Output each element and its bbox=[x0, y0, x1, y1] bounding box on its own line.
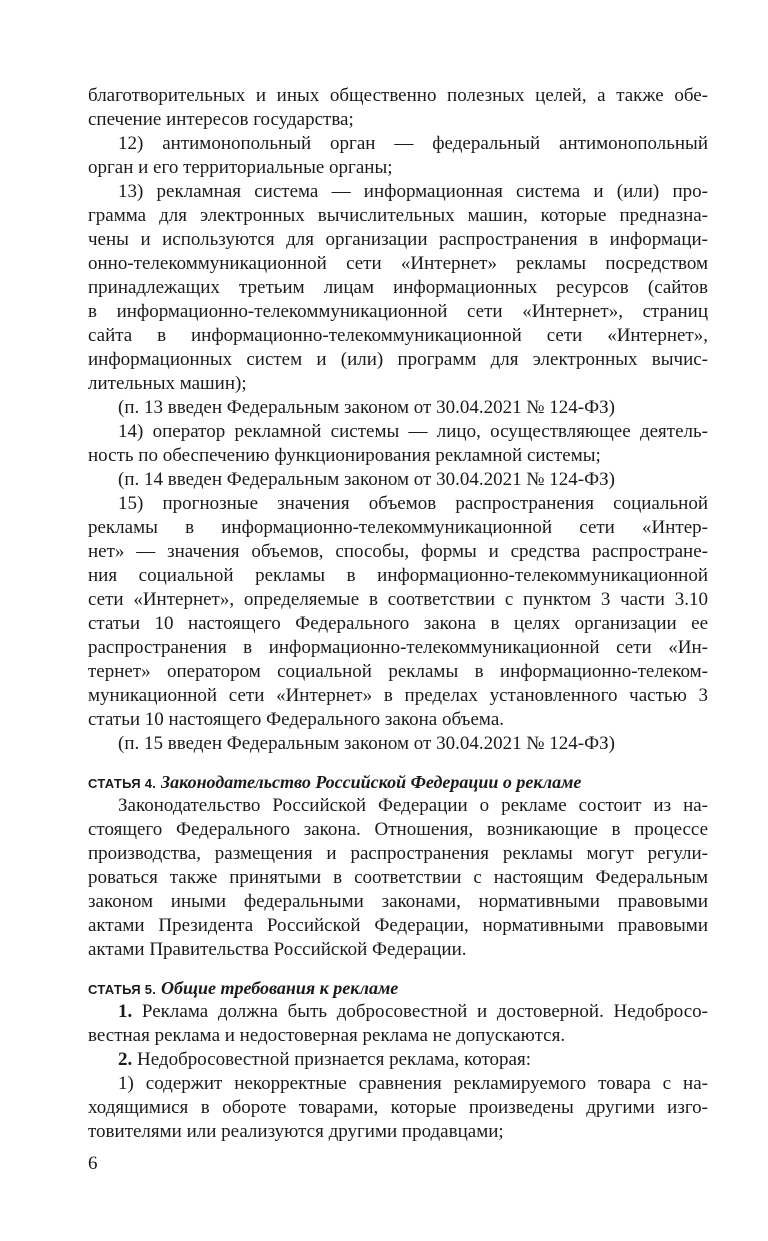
text-line: вестная реклама и недостоверная реклама не допускаются. bbox=[88, 1025, 566, 1046]
text-line: онно-телекоммуникационной сети «Интернет» рекламы посредством bbox=[88, 253, 708, 274]
text-line: грамма для электронных вычислительных машин, которые предназна- bbox=[88, 205, 708, 226]
item-text: Реклама должна быть добросовестной и достоверной. Недобросо- bbox=[132, 1001, 708, 1022]
text-line: 12) антимонопольный орган — федеральный антимонопольный bbox=[118, 133, 708, 154]
text-line: рекламы в информационно-телекоммуникационной сети «Интер- bbox=[88, 517, 708, 538]
text-line: спечение интересов государства; bbox=[88, 109, 354, 130]
text-line: Законодательство Российской Федерации о рекламе состоит из на- bbox=[118, 795, 708, 816]
text-line: 15) прогнозные значения объемов распространения социальной bbox=[118, 493, 708, 514]
amendment-note: (п. 15 введен Федеральным законом от 30.04.2021 № 124-ФЗ) bbox=[118, 733, 615, 754]
article-title: Общие требования к рекламе bbox=[160, 978, 399, 998]
text-line: муникационной сети «Интернет» в пределах установленного частью 3 bbox=[88, 685, 708, 706]
text-line: тернет» оператором социальной рекламы в информационно-телеком- bbox=[88, 661, 708, 682]
text-line: сайта в информационно-телекоммуникационной сети «Интернет», bbox=[88, 325, 708, 346]
text-line: ния социальной рекламы в информационно-телекоммуникационной bbox=[88, 565, 708, 586]
text-line: чены и используются для организации распространения в информаци- bbox=[88, 229, 708, 250]
item-number: 2. bbox=[118, 1049, 133, 1070]
text-line: сети «Интернет», определяемые в соответствии с пунктом 3 части 3.10 bbox=[88, 589, 708, 610]
page-body bbox=[88, 84, 708, 1144]
amendment-note: (п. 13 введен Федеральным законом от 30.04.2021 № 124-ФЗ) bbox=[118, 397, 615, 418]
text-line: производства, размещения и распространения рекламы могут регули- bbox=[88, 843, 708, 864]
text-line: орган и его территориальные органы; bbox=[88, 157, 393, 178]
text-line: лительных машин); bbox=[88, 373, 247, 394]
text-line: 14) оператор рекламной системы — лицо, осуществляющее деятель- bbox=[118, 421, 708, 442]
text-line: законом иными федеральными законами, нормативными правовыми bbox=[88, 891, 708, 912]
article-label: СТАТЬЯ 5. bbox=[88, 982, 157, 997]
text-line: статьи 10 настоящего Федерального закона объема. bbox=[88, 709, 505, 730]
text-line: информационных систем и (или) программ для электронных вычис- bbox=[88, 349, 708, 370]
article-title: Законодательство Российской Федерации о рекламе bbox=[160, 772, 582, 792]
item-number: 1. bbox=[118, 1001, 133, 1022]
text-line: актами Президента Российской Федерации, нормативными правовыми bbox=[88, 915, 708, 936]
article-4-heading bbox=[88, 770, 708, 794]
text-line: актами Правительства Российской Федерации. bbox=[88, 939, 467, 960]
text-line: благотворительных и иных общественно полезных целей, а также обе- bbox=[88, 85, 708, 106]
text-line bbox=[88, 1000, 708, 1024]
text-line: роваться также принятыми в соответствии с настоящим Федеральным bbox=[88, 867, 708, 888]
amendment-note: (п. 14 введен Федеральным законом от 30.04.2021 № 124-ФЗ) bbox=[118, 469, 615, 490]
text-line: принадлежащих третьим лицам информационных ресурсов (сайтов bbox=[88, 277, 708, 298]
text-line: ходящимися в обороте товарами, которые произведены другими изго- bbox=[88, 1097, 708, 1118]
text-line: товителями или реализуются другими продавцами; bbox=[88, 1121, 504, 1142]
text-line: нет» — значения объемов, способы, формы и средства распростране- bbox=[88, 541, 708, 562]
text-line: 1) содержит некорректные сравнения рекламируемого товара с на- bbox=[118, 1073, 708, 1094]
text-line: распространения в информационно-телекоммуникационной сети «Ин- bbox=[88, 637, 708, 658]
page-number: 6 bbox=[88, 1153, 98, 1174]
text-line: стоящего Федерального закона. Отношения, возникающие в процессе bbox=[88, 819, 708, 840]
text-line bbox=[88, 1048, 708, 1072]
text-line: ность по обеспечению функционирования рекламной системы; bbox=[88, 445, 601, 466]
text-line: статьи 10 настоящего Федерального закона в целях организации ее bbox=[88, 613, 708, 634]
text-line: 13) рекламная система — информационная система и (или) про- bbox=[118, 181, 708, 202]
text-line: в информационно-телекоммуникационной сети «Интернет», страниц bbox=[88, 301, 708, 322]
article-label: СТАТЬЯ 4. bbox=[88, 776, 157, 791]
item-text: Недобросовестной признается реклама, которая: bbox=[132, 1049, 531, 1070]
article-5-heading bbox=[88, 976, 708, 1000]
